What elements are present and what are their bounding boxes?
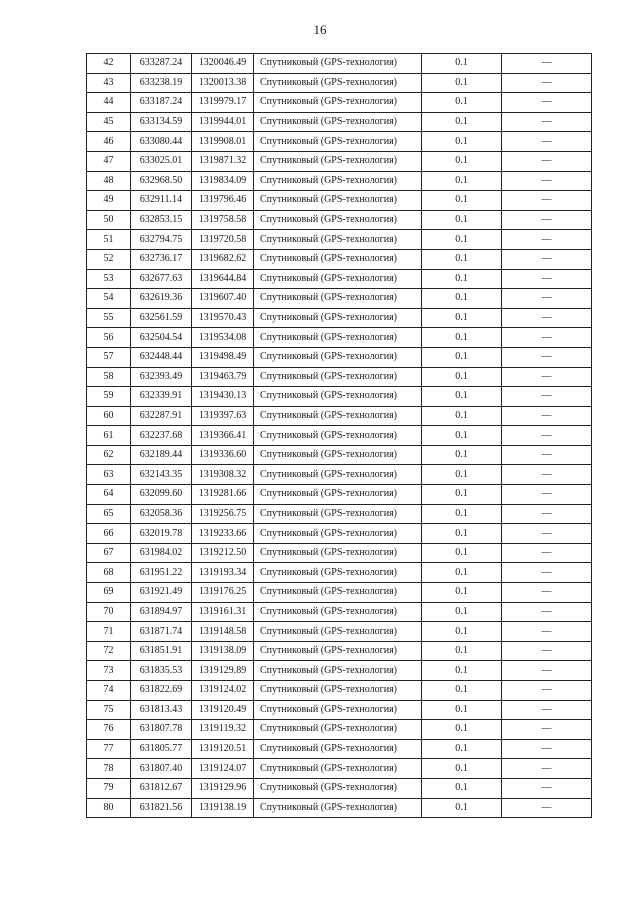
accuracy-cell: 0.1 (422, 347, 502, 367)
y-coordinate-cell: 1319308.32 (192, 465, 254, 485)
method-cell: Спутниковый (GPS-технология) (254, 210, 422, 230)
accuracy-cell: 0.1 (422, 485, 502, 505)
accuracy-cell: 0.1 (422, 171, 502, 191)
y-coordinate-cell: 1319758.58 (192, 210, 254, 230)
accuracy-cell: 0.1 (422, 230, 502, 250)
y-coordinate-cell: 1319871.32 (192, 151, 254, 171)
method-cell: Спутниковый (GPS-технология) (254, 269, 422, 289)
method-cell: Спутниковый (GPS-технология) (254, 347, 422, 367)
table-row (87, 387, 592, 407)
y-coordinate-cell: 1319256.75 (192, 504, 254, 524)
x-coordinate-cell: 631921.49 (131, 583, 192, 603)
table-row (87, 583, 592, 603)
accuracy-cell: 0.1 (422, 583, 502, 603)
method-cell: Спутниковый (GPS-технология) (254, 602, 422, 622)
x-coordinate-cell: 631821.56 (131, 798, 192, 818)
method-cell: Спутниковый (GPS-технология) (254, 289, 422, 309)
point-number-cell: 46 (87, 132, 131, 152)
x-coordinate-cell: 632853.15 (131, 210, 192, 230)
description-cell: — (502, 54, 592, 74)
y-coordinate-cell: 1319463.79 (192, 367, 254, 387)
x-coordinate-cell: 633134.59 (131, 112, 192, 132)
table-row (87, 602, 592, 622)
x-coordinate-cell: 632019.78 (131, 524, 192, 544)
table-row (87, 112, 592, 132)
description-cell: — (502, 210, 592, 230)
y-coordinate-cell: 1319534.08 (192, 328, 254, 348)
accuracy-cell: 0.1 (422, 151, 502, 171)
description-cell: — (502, 289, 592, 309)
y-coordinate-cell: 1319120.49 (192, 700, 254, 720)
method-cell: Спутниковый (GPS-технология) (254, 308, 422, 328)
y-coordinate-cell: 1319720.58 (192, 230, 254, 250)
accuracy-cell: 0.1 (422, 465, 502, 485)
x-coordinate-cell: 631835.53 (131, 661, 192, 681)
method-cell: Спутниковый (GPS-технология) (254, 700, 422, 720)
coordinates-table-body (87, 54, 592, 818)
accuracy-cell: 0.1 (422, 759, 502, 779)
accuracy-cell: 0.1 (422, 387, 502, 407)
description-cell: — (502, 249, 592, 269)
method-cell: Спутниковый (GPS-технология) (254, 426, 422, 446)
y-coordinate-cell: 1319979.17 (192, 93, 254, 113)
y-coordinate-cell: 1319944.01 (192, 112, 254, 132)
y-coordinate-cell: 1319607.40 (192, 289, 254, 309)
accuracy-cell: 0.1 (422, 700, 502, 720)
table-row (87, 759, 592, 779)
accuracy-cell: 0.1 (422, 210, 502, 230)
accuracy-cell: 0.1 (422, 93, 502, 113)
point-number-cell: 54 (87, 289, 131, 309)
table-row (87, 347, 592, 367)
point-number-cell: 64 (87, 485, 131, 505)
accuracy-cell: 0.1 (422, 289, 502, 309)
description-cell: — (502, 406, 592, 426)
point-number-cell: 57 (87, 347, 131, 367)
table-row (87, 73, 592, 93)
table-row (87, 171, 592, 191)
method-cell: Спутниковый (GPS-технология) (254, 798, 422, 818)
x-coordinate-cell: 633287.24 (131, 54, 192, 74)
page-number: 16 (313, 22, 327, 37)
point-number-cell: 56 (87, 328, 131, 348)
method-cell: Спутниковый (GPS-технология) (254, 583, 422, 603)
method-cell: Спутниковый (GPS-технология) (254, 465, 422, 485)
x-coordinate-cell: 631807.78 (131, 720, 192, 740)
y-coordinate-cell: 1319570.43 (192, 308, 254, 328)
table-row (87, 720, 592, 740)
description-cell: — (502, 328, 592, 348)
method-cell: Спутниковый (GPS-технология) (254, 563, 422, 583)
y-coordinate-cell: 1319498.49 (192, 347, 254, 367)
description-cell: — (502, 269, 592, 289)
point-number-cell: 61 (87, 426, 131, 446)
point-number-cell: 53 (87, 269, 131, 289)
description-cell: — (502, 661, 592, 681)
point-number-cell: 48 (87, 171, 131, 191)
accuracy-cell: 0.1 (422, 681, 502, 701)
table-row (87, 230, 592, 250)
description-cell: — (502, 151, 592, 171)
point-number-cell: 50 (87, 210, 131, 230)
point-number-cell: 42 (87, 54, 131, 74)
point-number-cell: 70 (87, 602, 131, 622)
table-row (87, 465, 592, 485)
method-cell: Спутниковый (GPS-технология) (254, 132, 422, 152)
description-cell: — (502, 778, 592, 798)
x-coordinate-cell: 633187.24 (131, 93, 192, 113)
method-cell: Спутниковый (GPS-технология) (254, 661, 422, 681)
method-cell: Спутниковый (GPS-технология) (254, 406, 422, 426)
table-row (87, 269, 592, 289)
x-coordinate-cell: 632287.91 (131, 406, 192, 426)
method-cell: Спутниковый (GPS-технология) (254, 112, 422, 132)
x-coordinate-cell: 632677.63 (131, 269, 192, 289)
point-number-cell: 72 (87, 641, 131, 661)
description-cell: — (502, 367, 592, 387)
table-row (87, 700, 592, 720)
x-coordinate-cell: 632968.50 (131, 171, 192, 191)
method-cell: Спутниковый (GPS-технология) (254, 759, 422, 779)
point-number-cell: 43 (87, 73, 131, 93)
method-cell: Спутниковый (GPS-технология) (254, 367, 422, 387)
description-cell: — (502, 387, 592, 407)
point-number-cell: 78 (87, 759, 131, 779)
table-row (87, 289, 592, 309)
point-number-cell: 59 (87, 387, 131, 407)
accuracy-cell: 0.1 (422, 798, 502, 818)
description-cell: — (502, 308, 592, 328)
point-number-cell: 60 (87, 406, 131, 426)
accuracy-cell: 0.1 (422, 249, 502, 269)
table-row (87, 543, 592, 563)
description-cell: — (502, 602, 592, 622)
x-coordinate-cell: 631807.40 (131, 759, 192, 779)
x-coordinate-cell: 631812.67 (131, 778, 192, 798)
y-coordinate-cell: 1319682.62 (192, 249, 254, 269)
method-cell: Спутниковый (GPS-технология) (254, 543, 422, 563)
description-cell: — (502, 700, 592, 720)
x-coordinate-cell: 632504.54 (131, 328, 192, 348)
accuracy-cell: 0.1 (422, 622, 502, 642)
x-coordinate-cell: 632561.59 (131, 308, 192, 328)
y-coordinate-cell: 1319430.13 (192, 387, 254, 407)
accuracy-cell: 0.1 (422, 54, 502, 74)
y-coordinate-cell: 1319119.32 (192, 720, 254, 740)
point-number-cell: 66 (87, 524, 131, 544)
y-coordinate-cell: 1319233.66 (192, 524, 254, 544)
method-cell: Спутниковый (GPS-технология) (254, 641, 422, 661)
accuracy-cell: 0.1 (422, 602, 502, 622)
point-number-cell: 45 (87, 112, 131, 132)
method-cell: Спутниковый (GPS-технология) (254, 622, 422, 642)
point-number-cell: 49 (87, 191, 131, 211)
table-row (87, 681, 592, 701)
description-cell: — (502, 641, 592, 661)
table-row (87, 93, 592, 113)
description-cell: — (502, 720, 592, 740)
method-cell: Спутниковый (GPS-технология) (254, 191, 422, 211)
point-number-cell: 65 (87, 504, 131, 524)
accuracy-cell: 0.1 (422, 73, 502, 93)
method-cell: Спутниковый (GPS-технология) (254, 778, 422, 798)
x-coordinate-cell: 632058.36 (131, 504, 192, 524)
table-row (87, 54, 592, 74)
accuracy-cell: 0.1 (422, 739, 502, 759)
accuracy-cell: 0.1 (422, 406, 502, 426)
table-row (87, 661, 592, 681)
accuracy-cell: 0.1 (422, 132, 502, 152)
method-cell: Спутниковый (GPS-технология) (254, 720, 422, 740)
y-coordinate-cell: 1319161.31 (192, 602, 254, 622)
x-coordinate-cell: 633080.44 (131, 132, 192, 152)
description-cell: — (502, 524, 592, 544)
table-row (87, 308, 592, 328)
table-row (87, 406, 592, 426)
y-coordinate-cell: 1319124.02 (192, 681, 254, 701)
accuracy-cell: 0.1 (422, 308, 502, 328)
description-cell: — (502, 465, 592, 485)
table-row (87, 485, 592, 505)
y-coordinate-cell: 1319138.09 (192, 641, 254, 661)
y-coordinate-cell: 1319148.58 (192, 622, 254, 642)
y-coordinate-cell: 1319120.51 (192, 739, 254, 759)
accuracy-cell: 0.1 (422, 641, 502, 661)
description-cell: — (502, 504, 592, 524)
x-coordinate-cell: 631805.77 (131, 739, 192, 759)
method-cell: Спутниковый (GPS-технология) (254, 93, 422, 113)
x-coordinate-cell: 632237.68 (131, 426, 192, 446)
method-cell: Спутниковый (GPS-технология) (254, 171, 422, 191)
x-coordinate-cell: 632393.49 (131, 367, 192, 387)
point-number-cell: 68 (87, 563, 131, 583)
x-coordinate-cell: 632736.17 (131, 249, 192, 269)
y-coordinate-cell: 1319193.34 (192, 563, 254, 583)
y-coordinate-cell: 1319212.50 (192, 543, 254, 563)
method-cell: Спутниковый (GPS-технология) (254, 151, 422, 171)
y-coordinate-cell: 1319336.60 (192, 445, 254, 465)
table-row (87, 328, 592, 348)
description-cell: — (502, 191, 592, 211)
x-coordinate-cell: 633025.01 (131, 151, 192, 171)
table-row (87, 524, 592, 544)
accuracy-cell: 0.1 (422, 524, 502, 544)
table-row (87, 445, 592, 465)
x-coordinate-cell: 633238.19 (131, 73, 192, 93)
y-coordinate-cell: 1319796.46 (192, 191, 254, 211)
table-row (87, 622, 592, 642)
accuracy-cell: 0.1 (422, 543, 502, 563)
coordinates-table (86, 53, 592, 818)
y-coordinate-cell: 1320013.38 (192, 73, 254, 93)
table-row (87, 798, 592, 818)
y-coordinate-cell: 1320046.49 (192, 54, 254, 74)
accuracy-cell: 0.1 (422, 367, 502, 387)
table-row (87, 563, 592, 583)
accuracy-cell: 0.1 (422, 504, 502, 524)
point-number-cell: 79 (87, 778, 131, 798)
y-coordinate-cell: 1319644.84 (192, 269, 254, 289)
table-row (87, 426, 592, 446)
description-cell: — (502, 426, 592, 446)
point-number-cell: 58 (87, 367, 131, 387)
method-cell: Спутниковый (GPS-технология) (254, 445, 422, 465)
table-row (87, 210, 592, 230)
point-number-cell: 55 (87, 308, 131, 328)
description-cell: — (502, 563, 592, 583)
description-cell: — (502, 445, 592, 465)
x-coordinate-cell: 631951.22 (131, 563, 192, 583)
description-cell: — (502, 73, 592, 93)
description-cell: — (502, 583, 592, 603)
y-coordinate-cell: 1319366.41 (192, 426, 254, 446)
y-coordinate-cell: 1319908.01 (192, 132, 254, 152)
method-cell: Спутниковый (GPS-технология) (254, 387, 422, 407)
description-cell: — (502, 171, 592, 191)
table-row (87, 739, 592, 759)
method-cell: Спутниковый (GPS-технология) (254, 504, 422, 524)
point-number-cell: 77 (87, 739, 131, 759)
accuracy-cell: 0.1 (422, 661, 502, 681)
x-coordinate-cell: 631813.43 (131, 700, 192, 720)
point-number-cell: 51 (87, 230, 131, 250)
description-cell: — (502, 681, 592, 701)
method-cell: Спутниковый (GPS-технология) (254, 230, 422, 250)
table-row (87, 191, 592, 211)
x-coordinate-cell: 631984.02 (131, 543, 192, 563)
point-number-cell: 75 (87, 700, 131, 720)
point-number-cell: 76 (87, 720, 131, 740)
accuracy-cell: 0.1 (422, 112, 502, 132)
point-number-cell: 67 (87, 543, 131, 563)
x-coordinate-cell: 631894.97 (131, 602, 192, 622)
x-coordinate-cell: 632794.75 (131, 230, 192, 250)
point-number-cell: 62 (87, 445, 131, 465)
method-cell: Спутниковый (GPS-технология) (254, 681, 422, 701)
accuracy-cell: 0.1 (422, 191, 502, 211)
x-coordinate-cell: 632189.44 (131, 445, 192, 465)
description-cell: — (502, 739, 592, 759)
description-cell: — (502, 93, 592, 113)
description-cell: — (502, 230, 592, 250)
description-cell: — (502, 543, 592, 563)
point-number-cell: 63 (87, 465, 131, 485)
description-cell: — (502, 347, 592, 367)
description-cell: — (502, 112, 592, 132)
table-row (87, 132, 592, 152)
table-row (87, 504, 592, 524)
x-coordinate-cell: 632099.60 (131, 485, 192, 505)
method-cell: Спутниковый (GPS-технология) (254, 73, 422, 93)
x-coordinate-cell: 631871.74 (131, 622, 192, 642)
table-row (87, 641, 592, 661)
x-coordinate-cell: 632448.44 (131, 347, 192, 367)
y-coordinate-cell: 1319124.07 (192, 759, 254, 779)
point-number-cell: 52 (87, 249, 131, 269)
y-coordinate-cell: 1319281.66 (192, 485, 254, 505)
method-cell: Спутниковый (GPS-технология) (254, 524, 422, 544)
description-cell: — (502, 485, 592, 505)
accuracy-cell: 0.1 (422, 778, 502, 798)
table-row (87, 249, 592, 269)
table-row (87, 778, 592, 798)
y-coordinate-cell: 1319834.09 (192, 171, 254, 191)
table-row (87, 151, 592, 171)
y-coordinate-cell: 1319129.89 (192, 661, 254, 681)
method-cell: Спутниковый (GPS-технология) (254, 249, 422, 269)
point-number-cell: 74 (87, 681, 131, 701)
point-number-cell: 73 (87, 661, 131, 681)
description-cell: — (502, 622, 592, 642)
x-coordinate-cell: 631851.91 (131, 641, 192, 661)
point-number-cell: 44 (87, 93, 131, 113)
x-coordinate-cell: 632143.35 (131, 465, 192, 485)
y-coordinate-cell: 1319129.96 (192, 778, 254, 798)
accuracy-cell: 0.1 (422, 328, 502, 348)
x-coordinate-cell: 632339.91 (131, 387, 192, 407)
table-row (87, 367, 592, 387)
point-number-cell: 47 (87, 151, 131, 171)
accuracy-cell: 0.1 (422, 445, 502, 465)
accuracy-cell: 0.1 (422, 720, 502, 740)
point-number-cell: 71 (87, 622, 131, 642)
accuracy-cell: 0.1 (422, 426, 502, 446)
point-number-cell: 80 (87, 798, 131, 818)
y-coordinate-cell: 1319138.19 (192, 798, 254, 818)
point-number-cell: 69 (87, 583, 131, 603)
method-cell: Спутниковый (GPS-технология) (254, 485, 422, 505)
x-coordinate-cell: 631822.69 (131, 681, 192, 701)
x-coordinate-cell: 632619.36 (131, 289, 192, 309)
method-cell: Спутниковый (GPS-технология) (254, 54, 422, 74)
accuracy-cell: 0.1 (422, 269, 502, 289)
x-coordinate-cell: 632911.14 (131, 191, 192, 211)
method-cell: Спутниковый (GPS-технология) (254, 328, 422, 348)
y-coordinate-cell: 1319397.63 (192, 406, 254, 426)
y-coordinate-cell: 1319176.25 (192, 583, 254, 603)
description-cell: — (502, 759, 592, 779)
method-cell: Спутниковый (GPS-технология) (254, 739, 422, 759)
accuracy-cell: 0.1 (422, 563, 502, 583)
description-cell: — (502, 798, 592, 818)
description-cell: — (502, 132, 592, 152)
